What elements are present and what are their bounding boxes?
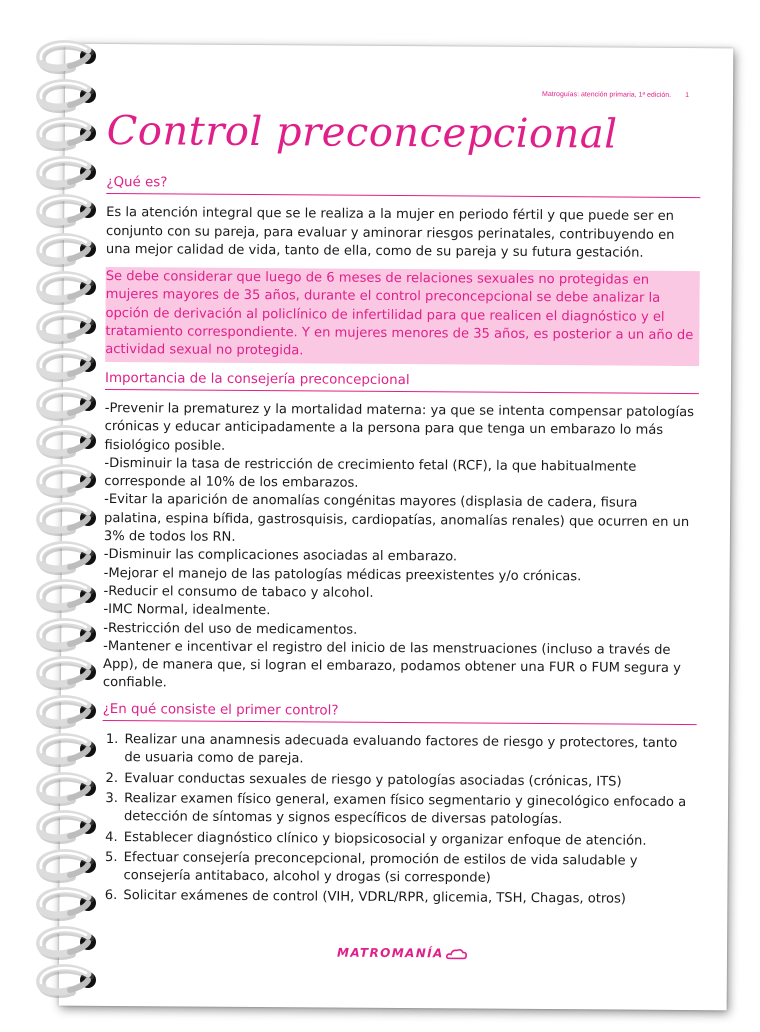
section-heading-que-es: ¿Qué es? [106, 174, 700, 198]
importance-item: -IMC Normal, idealmente. [103, 602, 271, 619]
section-heading-primer-control: ¿En qué consiste el primer control? [103, 701, 697, 725]
spiral-ring-icon [28, 36, 108, 76]
importance-item: -Evitar la aparición de anomalías congénitas mayores (displasia de cadera, fisura palatina, espina bífida, gastrosquisis, cardiopatías, anomalías renales) que ocurren en un 3% de todos los RN. [103, 492, 690, 545]
step-item: 3. Realizar examen físico general, examen físico segmentario y ginecológico enfocado a detección de síntomas y signos específicos de diversas patologías. [122, 790, 696, 831]
step-item: 4. Establecer diagnóstico clínico y biopsicosocial y organizar enfoque de atención. [122, 829, 696, 851]
importance-item: -Restricción del uso de medicamentos. [103, 620, 358, 638]
spiral-ring-icon [28, 460, 108, 500]
spiral-ring-icon [28, 729, 108, 769]
definition-paragraph: Es la atención integral que se le realiza a la mujer en periodo fértil y que puede ser en conjunto con su pareja, para evaluar y aminorar riesgos perinatales, contribuyendo en una mejor calidad de vida, tanto de ella, como de su pareja y su futura gestación. [105, 205, 675, 261]
spiral-ring-icon [28, 883, 108, 923]
matromania-logo [337, 946, 468, 961]
spiral-ring-icon [28, 922, 108, 962]
spiral-ring-icon [28, 383, 108, 423]
importance-item: -Prevenir la prematurez y la mortalidad materna: ya que se intenta compensar patologías crónicas y educar anticipadamente a la persona para que tenga un embarazo lo más fisiológico posible. [104, 400, 695, 454]
spiral-ring-icon [28, 614, 108, 654]
importance-item: -Disminuir la tasa de restricción de crecimiento fetal (RCF), la que habitualmente corresponde al 10% de los embarazos. [104, 455, 637, 491]
page-number: 1 [685, 92, 690, 100]
spiral-ring-icon [28, 498, 108, 538]
spiral-ring-icon [28, 575, 108, 615]
header-note-text: Matroguías: atención primaria, 1ª edición. [542, 91, 672, 99]
first-control-steps [101, 731, 696, 910]
spiral-ring-icon [28, 806, 108, 846]
spiral-ring-icon [28, 537, 108, 577]
section-heading-importancia: Importancia de la consejería preconcepcional [105, 370, 699, 394]
spiral-ring-icon [28, 344, 108, 384]
spiral-ring-icon [28, 652, 108, 692]
step-item: 5. Efectuar consejería preconcepcional, promoción de estilos de vida saludable y consejería antitabaco, alcohol y drogas (si corresponde) [121, 849, 695, 890]
spiral-ring-icon [28, 845, 108, 885]
notebook-page [59, 44, 734, 1011]
importance-item: -Mejorar el manejo de las patologías médicas preexistentes y/o crónicas. [103, 565, 582, 584]
step-item: 6. Solicitar exámenes de control (VIH, VDRL/RPR, glicemia, TSH, Chagas, otros) [121, 887, 695, 909]
spiral-ring-icon [28, 421, 108, 461]
logo-text: MATROMANÍA [336, 945, 444, 961]
importance-item: -Mantener e incentivar el registro del inicio de las menstruaciones (incluso a través de App), de manera que, si logran el embarazo, podamos obtener una FUR o FUM segura y confiable. [102, 638, 681, 691]
page-content [101, 174, 700, 912]
spiral-ring-icon [28, 267, 108, 307]
spiral-ring-icon [28, 306, 108, 346]
importance-list [103, 400, 699, 697]
spiral-ring-icon [28, 229, 108, 269]
step-item: 2. Evaluar conductas sexuales de riesgo y patologías asociadas (crónicas, ITS) [122, 770, 696, 792]
spiral-ring-icon [28, 960, 108, 1000]
spiral-ring-icon [28, 190, 108, 230]
step-item: 1. Realizar una anamnesis adecuada evaluando factores de riesgo y protectores, tanto de usuaria como de pareja. [122, 731, 696, 772]
spiral-ring-icon [28, 113, 108, 153]
spiral-ring-icon [28, 768, 108, 808]
header-note [542, 91, 689, 99]
spiral-binding [0, 0, 110, 1032]
spiral-ring-icon [28, 75, 108, 115]
page-title: Control preconcepcional [106, 107, 618, 158]
importance-item: -Reducir el consumo de tabaco y alcohol. [103, 583, 374, 601]
importance-item: -Disminuir las complicaciones asociadas al embarazo. [103, 547, 458, 565]
highlighted-note: Se debe considerar que luego de 6 meses de relaciones sexuales no protegidas en mujeres mayores de 35 años, durante el control preconcepcional se debe analizar la opción de derivación al policlínico de infertilidad para que realicen el diagnóstico y el tratamiento correspondiente. Y en mujeres menores de 35 años, es posterior a un año de actividad sexual no protegida. [105, 267, 700, 366]
spiral-ring-icon [28, 152, 108, 192]
cloud-icon [446, 947, 468, 960]
spiral-ring-icon [28, 691, 108, 731]
